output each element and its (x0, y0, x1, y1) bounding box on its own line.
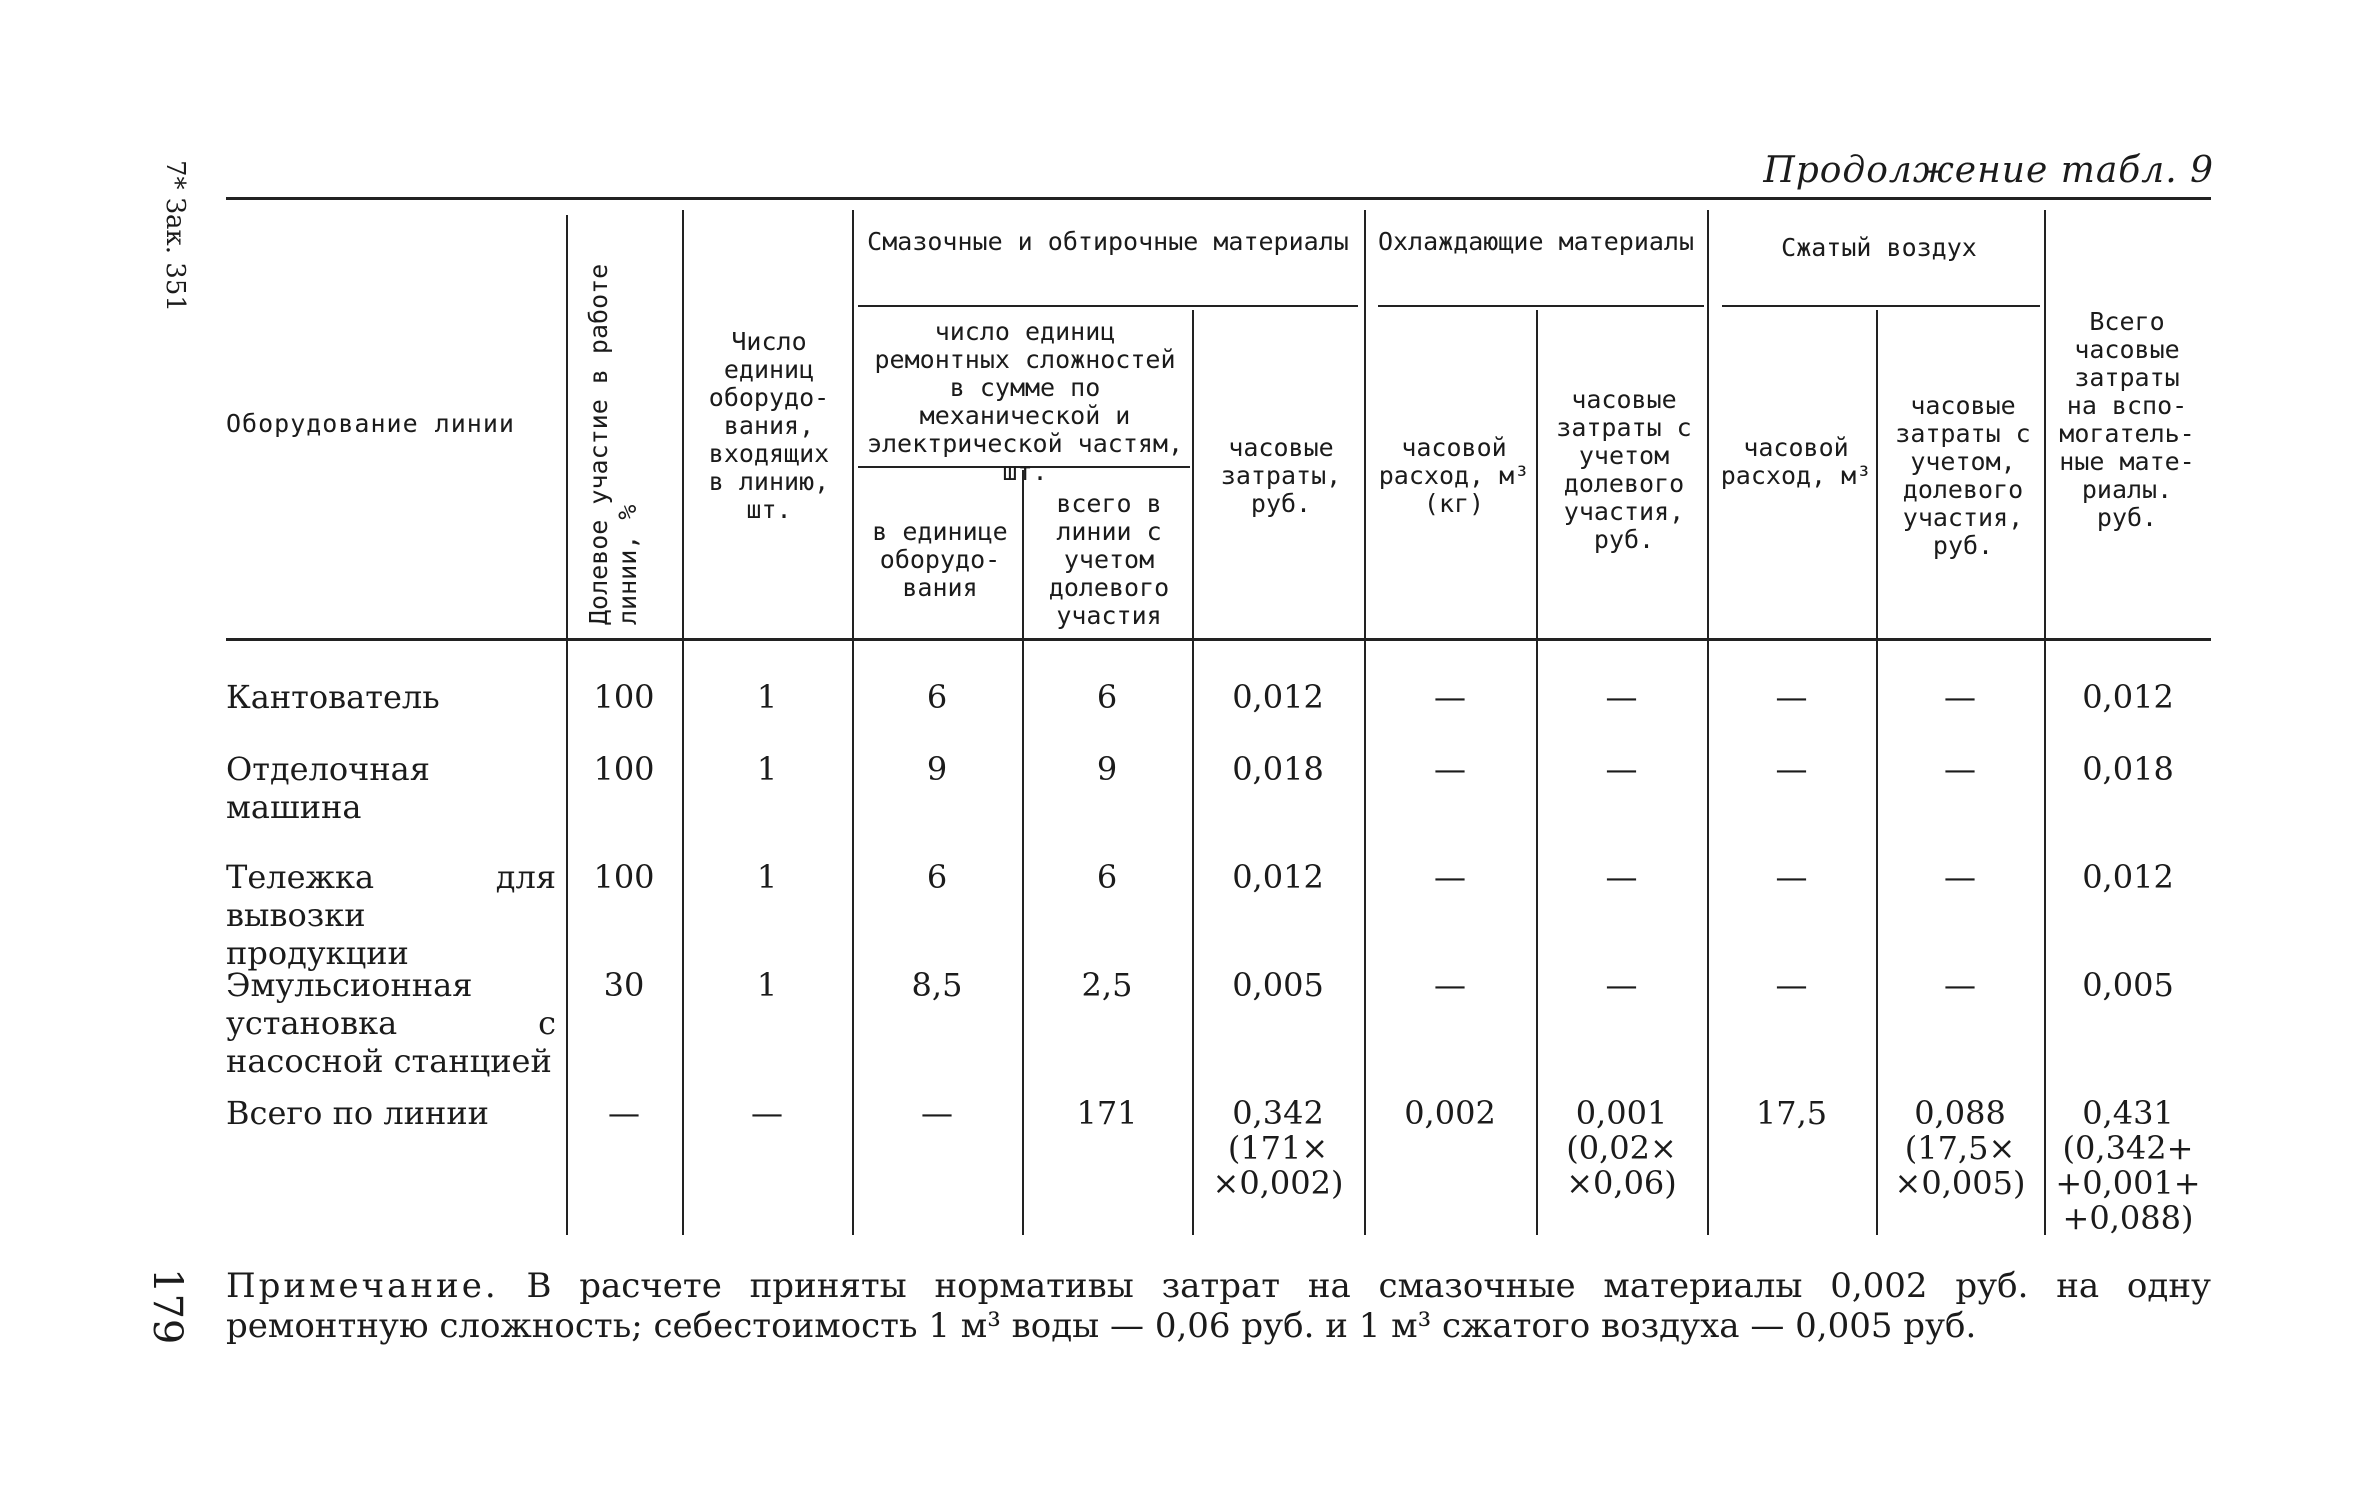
row-name: Тележка для вывозки продукции (226, 858, 556, 972)
cell-total-line: 6 (1096, 858, 1118, 896)
cell-cool-rate: 0,002 (1404, 1094, 1496, 1132)
cell-share: 30 (603, 966, 645, 1004)
page-number: 179 (144, 1268, 190, 1345)
cell-lub-cost: 0,012 (1232, 858, 1324, 896)
cell-total: 0,012 (2082, 858, 2174, 896)
cell-total: 0,431 (0,342+ +0,001+ +0,088) (2055, 1094, 2201, 1237)
cell-units: 1 (756, 678, 778, 716)
cell-lub-cost: 0,342 (171× ×0,002) (1212, 1094, 1344, 1202)
col-divider-8 (1707, 210, 1709, 1235)
footnote-label: Примечание. (226, 1266, 499, 1306)
header-air: Сжатый воздух (1781, 233, 1977, 262)
header-units: Число единиц оборудо-вания, входящих в линию, шт. (708, 327, 830, 524)
cell-air-cost: — (1944, 678, 1976, 716)
col-divider-6 (1364, 210, 1366, 1235)
cell-total: 0,018 (2082, 750, 2174, 788)
cell-share: — (608, 1094, 640, 1132)
order-note: 7* Зак. 351 (160, 160, 190, 312)
header-equipment: Оборудование линии (226, 409, 515, 438)
cell-per-unit: — (921, 1094, 953, 1132)
cell-total: 0,012 (2082, 678, 2174, 716)
cell-air-rate: 17,5 (1755, 1094, 1828, 1132)
cell-air-rate: — (1775, 678, 1808, 716)
col-divider-10 (2044, 210, 2046, 1235)
header-lubricants: Смазочные и обтирочные материалы (867, 227, 1349, 256)
cell-cool-rate: — (1434, 966, 1466, 1004)
cell-cool-cost: — (1605, 966, 1638, 1004)
cell-units: 1 (756, 750, 778, 788)
cell-cool-cost: — (1605, 678, 1638, 716)
cell-air-cost: — (1944, 966, 1976, 1004)
cell-air-cost: — (1944, 858, 1976, 896)
cell-total-line: 6 (1096, 678, 1118, 716)
cell-per-unit: 9 (926, 750, 948, 788)
header-air-cost: часовые затраты с учетом, долевого участия, руб. (1895, 391, 2031, 560)
cell-air-cost: — (1944, 750, 1976, 788)
cell-units: — (751, 1094, 783, 1132)
cell-total: 0,005 (2082, 966, 2174, 1004)
col-divider-1 (566, 215, 568, 1235)
cell-lub-cost: 0,005 (1232, 966, 1324, 1004)
cell-cool-rate: — (1434, 858, 1466, 896)
col-divider-3 (852, 210, 854, 1235)
header-bottom-rule (226, 638, 2211, 641)
cell-units: 1 (756, 858, 778, 896)
cell-cool-rate: — (1434, 678, 1466, 716)
cell-total-line: 2,5 (1081, 966, 1133, 1004)
header-air-rate: часовой расход, м³ (1720, 433, 1872, 490)
cell-share: 100 (593, 750, 655, 788)
footnote-text: В расчете приняты нормативы затрат на смазочные материалы 0,002 руб. на одну ремонтную сложность; себестоимость 1 м³ воды — 0,06 руб. и 1 м³ сжатого воздуха — 0,005 руб. (226, 1266, 2211, 1346)
table-top-rule (226, 197, 2211, 200)
header-per-unit: в единице оборудо-вания (872, 517, 1008, 602)
air-group-rule (1722, 305, 2040, 307)
row-name: Кантователь (226, 678, 440, 716)
header-complexity: число единиц ремонтных сложностей в сумме по механической и электрической частям, шт. (866, 317, 1184, 486)
cell-share: 100 (593, 678, 655, 716)
row-name: Отделочная машина (226, 750, 430, 826)
header-cool-cost: часовые затраты с учетом долевого участия, руб. (1556, 385, 1692, 554)
cell-per-unit: 6 (926, 678, 948, 716)
cell-cool-cost: — (1605, 750, 1638, 788)
header-total-line: всего в линии с учетом долевого участия (1048, 489, 1170, 630)
cell-total-line: 9 (1096, 750, 1118, 788)
header-cool-rate: часовой расход, м³ (кг) (1378, 433, 1530, 518)
cell-per-unit: 6 (926, 858, 948, 896)
cell-air-rate: — (1775, 750, 1808, 788)
cell-per-unit: 8,5 (911, 966, 963, 1004)
header-total: Всего часовые затраты на вспо-могатель-ные мате-риалы. руб. (2059, 307, 2195, 532)
cell-lub-cost: 0,018 (1232, 750, 1324, 788)
table-caption: Продолжение табл. 9 (1763, 150, 2214, 191)
cell-cool-rate: — (1434, 750, 1466, 788)
cell-air-rate: — (1775, 966, 1808, 1004)
cell-air-rate: — (1775, 858, 1808, 896)
header-share: Долевое участие в работе линии, % (584, 263, 642, 625)
cell-lub-cost: 0,012 (1232, 678, 1324, 716)
row-name: Всего по линии (226, 1094, 489, 1132)
cool-group-rule (1378, 305, 1704, 307)
header-lub-cost: часовые затраты, руб. (1220, 433, 1342, 518)
cell-units: 1 (756, 966, 778, 1004)
footnote (226, 1266, 2211, 1346)
col-divider-2 (682, 210, 684, 1235)
cell-cool-cost: 0,001 (0,02× ×0,06) (1566, 1094, 1677, 1202)
lub-group-rule (858, 305, 1358, 307)
cell-cool-cost: — (1605, 858, 1638, 896)
header-coolants: Охлаждающие материалы (1377, 227, 1695, 256)
cell-air-cost: 0,088 (17,5× ×0,005) (1894, 1094, 2026, 1202)
cell-total-line: 171 (1076, 1094, 1138, 1132)
cell-share: 100 (593, 858, 655, 896)
row-name: Эмульсионная установка с насосной станцией (226, 966, 556, 1080)
